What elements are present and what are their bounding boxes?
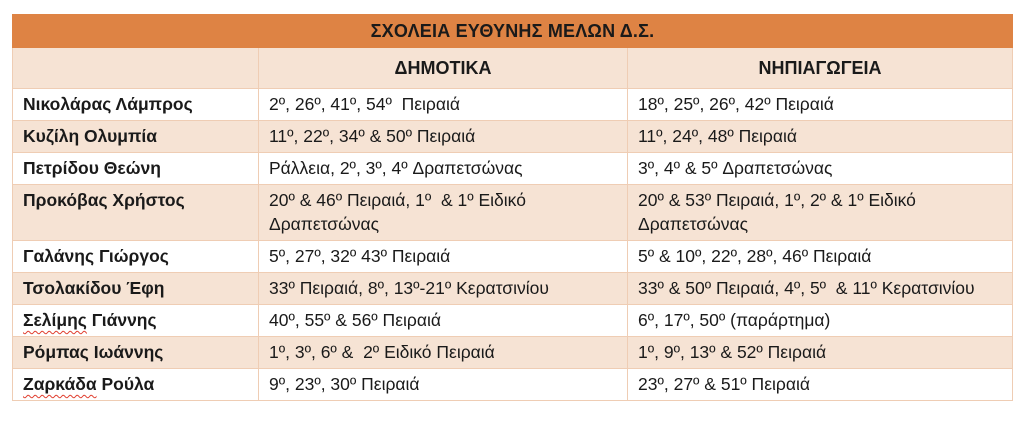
table-row (13, 185, 1013, 241)
table-row (13, 337, 1013, 369)
nipiagogeia-cell: 1º, 9º, 13º & 52º Πειραιά (628, 337, 1013, 369)
responsibility-schools-table (12, 14, 1012, 401)
column-header-dimotika: ΔΗΜΟΤΙΚΑ (259, 48, 628, 89)
nipiagogeia-cell: 33º & 50º Πειραιά, 4º, 5º & 11º Κερατσινίου (628, 273, 1013, 305)
column-header-nipiagogeia: ΝΗΠΙΑΓΩΓΕΙΑ (628, 48, 1013, 89)
schools-table (12, 14, 1013, 401)
dimotika-cell: 40º, 55º & 56º Πειραιά (259, 305, 628, 337)
member-name-cell: Νικολάρας Λάμπρος (13, 89, 259, 121)
table-row (13, 369, 1013, 401)
dimotika-cell: 5º, 27º, 32º 43º Πειραιά (259, 241, 628, 273)
table-title-row (13, 15, 1013, 48)
dimotika-cell: 9º, 23º, 30º Πειραιά (259, 369, 628, 401)
dimotika-cell: 11º, 22º, 34º & 50º Πειραιά (259, 121, 628, 153)
member-name-cell: Σελίμης Γιάννης (13, 305, 259, 337)
member-name-cell: Τσολακίδου Έφη (13, 273, 259, 305)
member-name-cell: Γαλάνης Γιώργος (13, 241, 259, 273)
member-name-cell: Κυζίλη Ολυμπία (13, 121, 259, 153)
table-row (13, 241, 1013, 273)
table-title: ΣΧΟΛΕΙΑ ΕΥΘΥΝΗΣ ΜΕΛΩΝ Δ.Σ. (13, 15, 1013, 48)
nipiagogeia-cell: 23º, 27º & 51º Πειραιά (628, 369, 1013, 401)
dimotika-cell: 33º Πειραιά, 8º, 13º-21º Κερατσινίου (259, 273, 628, 305)
misspelled-word: Ζαρκάδα (23, 374, 97, 394)
member-name-cell: Πετρίδου Θεώνη (13, 153, 259, 185)
nipiagogeia-cell: 11º, 24º, 48º Πειραιά (628, 121, 1013, 153)
nipiagogeia-cell: 18º, 25º, 26º, 42º Πειραιά (628, 89, 1013, 121)
nipiagogeia-cell: 3º, 4º & 5º Δραπετσώνας (628, 153, 1013, 185)
column-header-empty (13, 48, 259, 89)
nipiagogeia-cell: 20º & 53º Πειραιά, 1º, 2º & 1º Ειδικό Δραπετσώνας (628, 185, 1013, 241)
nipiagogeia-cell: 5º & 10º, 22º, 28º, 46º Πειραιά (628, 241, 1013, 273)
table-row (13, 305, 1013, 337)
table-body (13, 89, 1013, 401)
dimotika-cell: Ράλλεια, 2º, 3º, 4º Δραπετσώνας (259, 153, 628, 185)
dimotika-cell: 1º, 3º, 6º & 2º Ειδικό Πειραιά (259, 337, 628, 369)
table-row (13, 273, 1013, 305)
table-row (13, 153, 1013, 185)
member-name-cell: Προκόβας Χρήστος (13, 185, 259, 241)
misspelled-word: Σελίμης (23, 310, 87, 330)
dimotika-cell: 2º, 26º, 41º, 54º Πειραιά (259, 89, 628, 121)
table-row (13, 89, 1013, 121)
table-row (13, 121, 1013, 153)
column-header-row (13, 48, 1013, 89)
dimotika-cell: 20º & 46º Πειραιά, 1º & 1º Ειδικό Δραπετσώνας (259, 185, 628, 241)
nipiagogeia-cell: 6º, 17º, 50º (παράρτημα) (628, 305, 1013, 337)
member-name-cell: Ζαρκάδα Ρούλα (13, 369, 259, 401)
member-name-cell: Ρόμπας Ιωάννης (13, 337, 259, 369)
